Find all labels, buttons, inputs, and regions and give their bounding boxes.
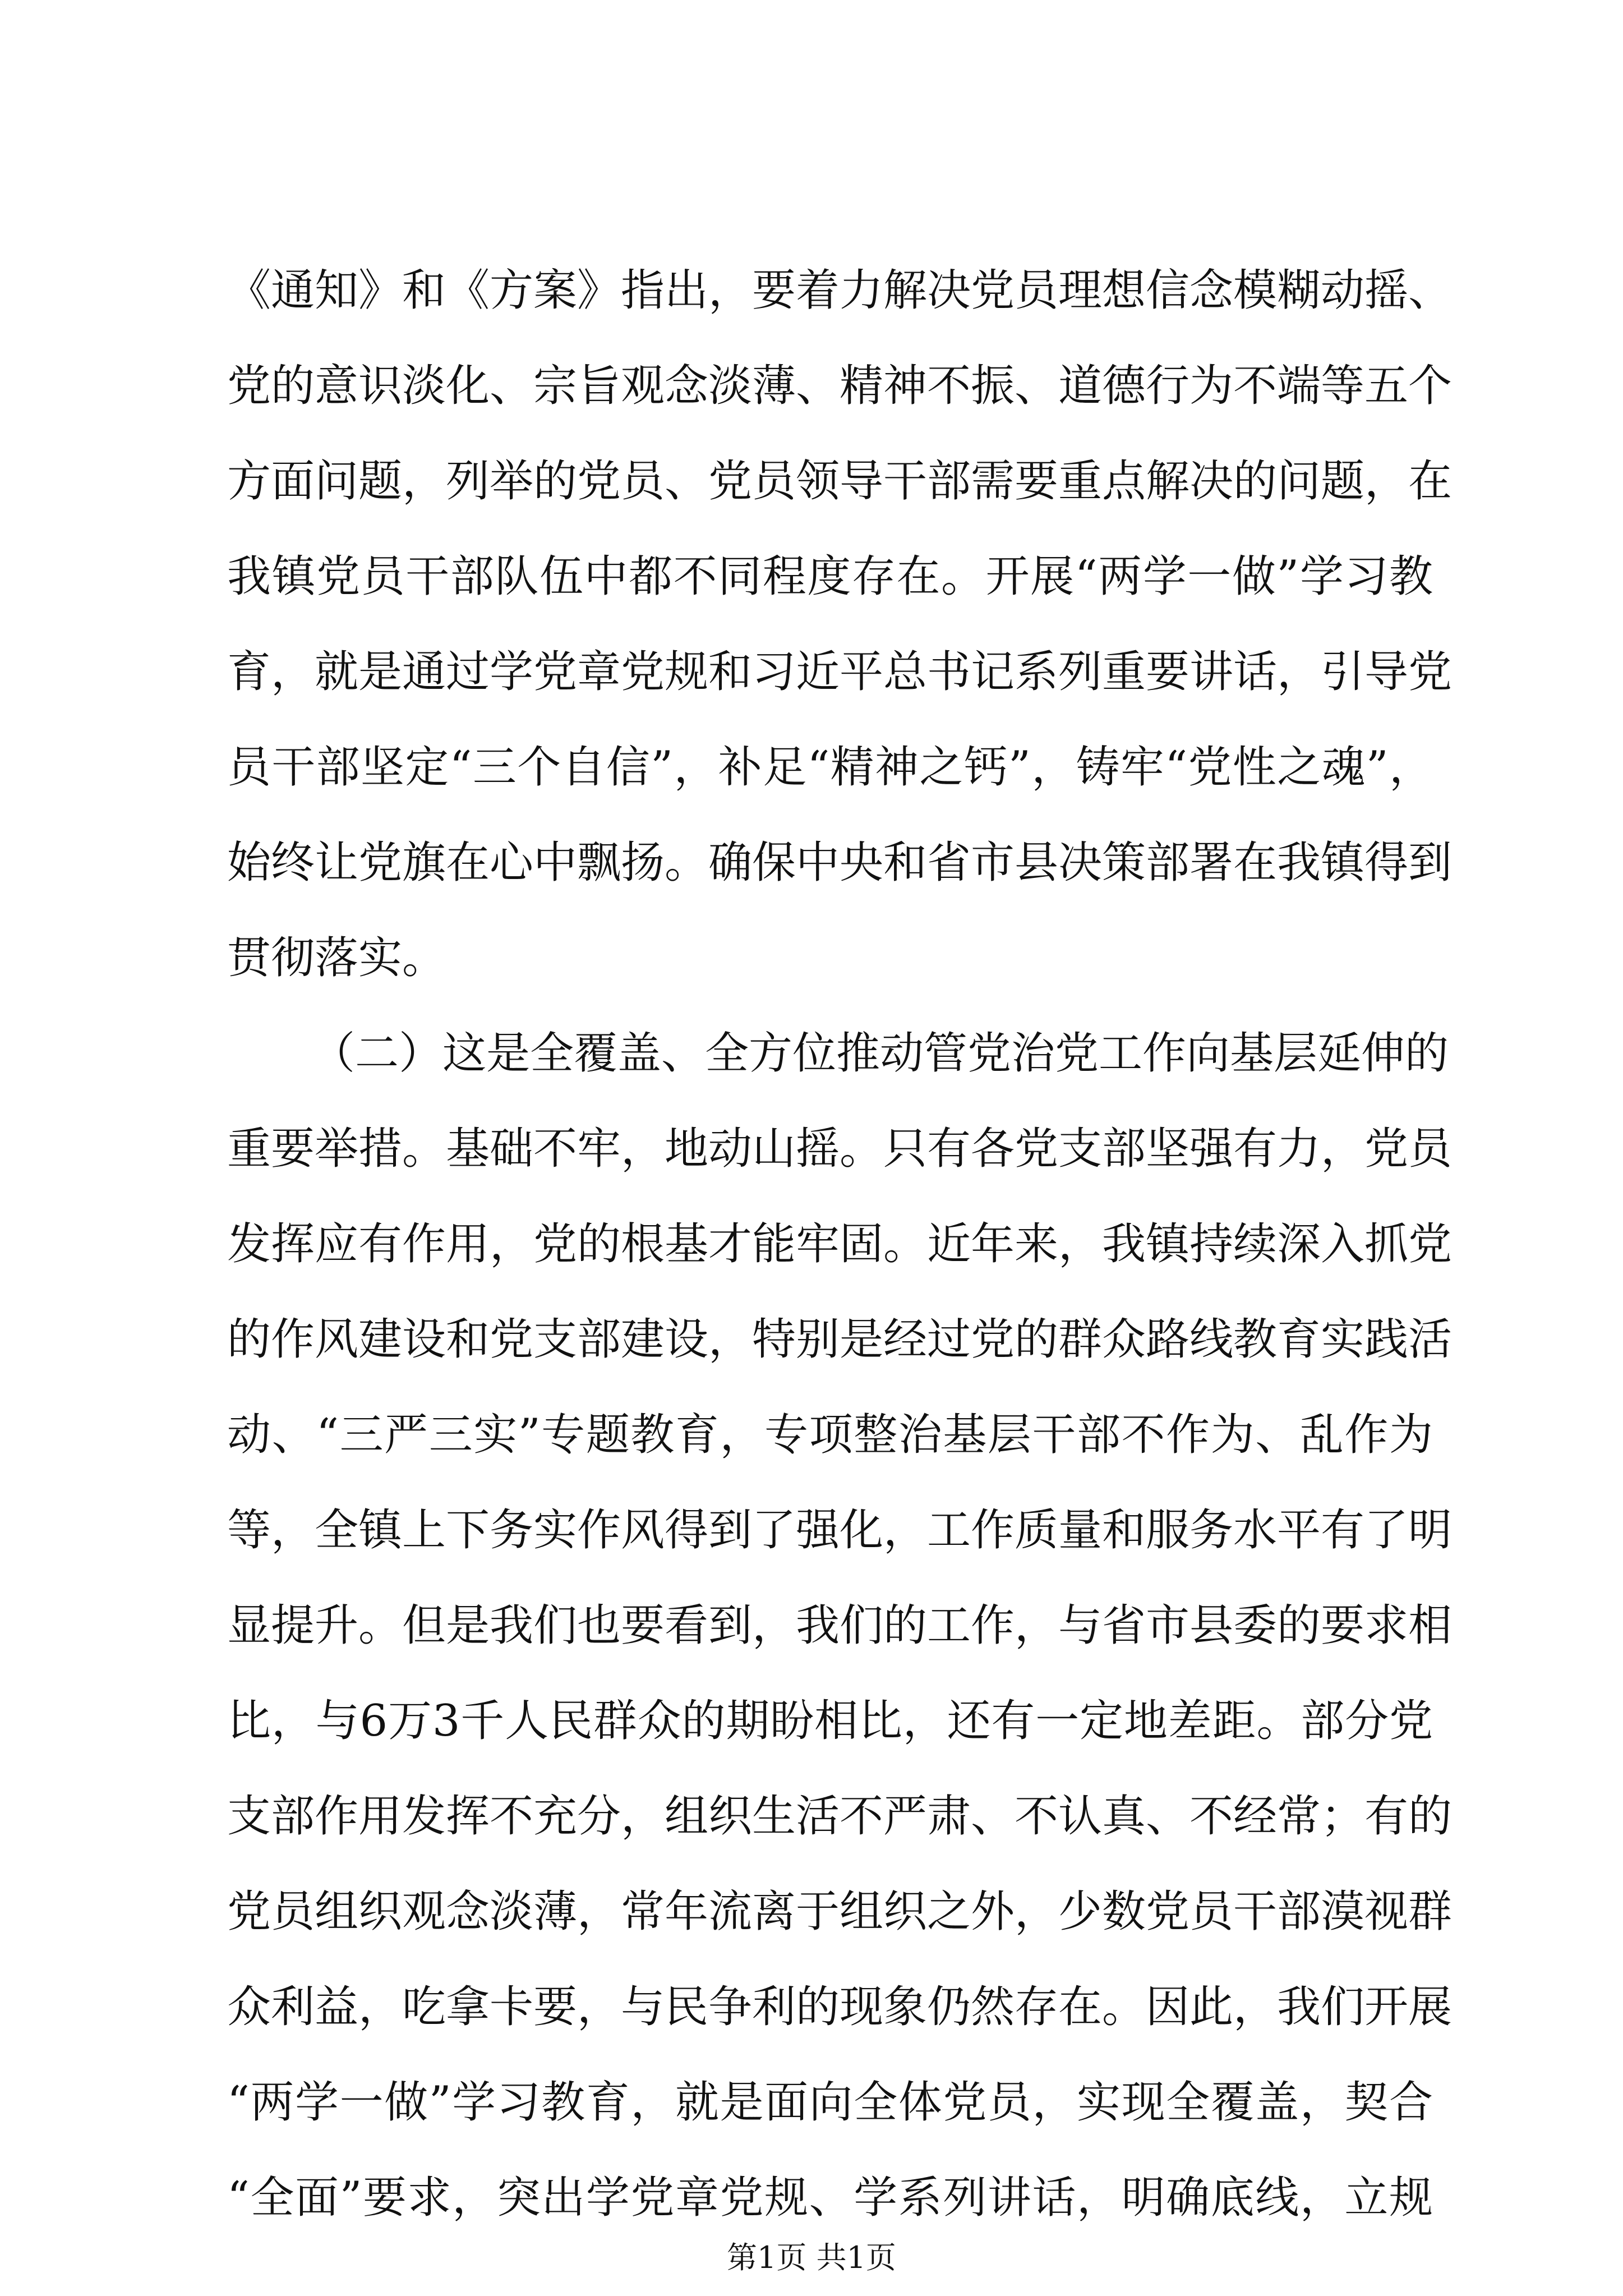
body-text-line-1: 《通知》和《方案》指出，要着力解决党员理想信念模糊动摇、 <box>227 265 1453 316</box>
body-text-line-21: “全面”要求，突出学党章党规、学系列讲话，明确底线，立规 <box>227 2173 1433 2223</box>
page-footer: 第1页 共1页 <box>727 2240 896 2275</box>
body-text-line-12: 的作风建设和党支部建设，特别是经过党的群众路线教育实践活 <box>227 1314 1453 1365</box>
body-text-line-17: 支部作用发挥不充分，组织生活不严肃、不认真、不经常；有的 <box>227 1791 1453 1842</box>
body-text-line-4: 我镇党员干部队伍中都不同程度存在。开展“两学一做”学习教 <box>227 551 1433 602</box>
body-text-line-18: 党员组织观念淡薄，常年流离于组织之外，少数党员干部漠视群 <box>227 1887 1453 1937</box>
body-text-line-14: 等，全镇上下务实作风得到了强化，工作质量和服务水平有了明 <box>227 1505 1453 1556</box>
body-text-line-13: 动、“三严三实”专题教育，专项整治基层干部不作为、乱作为 <box>227 1410 1433 1460</box>
section-heading-line: （二）这是全覆盖、全方位推动管党治党工作向基层延伸的 <box>311 1028 1449 1079</box>
body-text-line-7: 始终让党旗在心中飘扬。确保中央和省市县决策部署在我镇得到 <box>227 838 1453 888</box>
body-text-line-16: 比，与6万3千人民群众的期盼相比，还有一定地差距。部分党 <box>227 1696 1433 1746</box>
body-text-line-6: 员干部坚定“三个自信”，补足“精神之钙”，铸牢“党性之魂”， <box>227 742 1433 793</box>
body-text-line-8: 贯彻落实。 <box>227 933 446 983</box>
body-text-line-15: 显提升。但是我们也要看到，我们的工作，与省市县委的要求相 <box>227 1600 1453 1651</box>
body-text-line-2: 党的意识淡化、宗旨观念淡薄、精神不振、道德行为不端等五个 <box>227 361 1453 411</box>
body-text-line-5: 育，就是通过学党章党规和习近平总书记系列重要讲话，引导党 <box>227 647 1453 697</box>
body-text-line-11: 发挥应有作用，党的根基才能牢固。近年来，我镇持续深入抓党 <box>227 1219 1453 1269</box>
body-text-line-20: “两学一做”学习教育，就是面向全体党员，实现全覆盖，契合 <box>227 2077 1433 2128</box>
body-text-line-10: 重要举措。基础不牢，地动山摇。只有各党支部坚强有力，党员 <box>227 1124 1453 1174</box>
body-text-line-19: 众利益，吃拿卡要，与民争利的现象仍然存在。因此，我们开展 <box>227 1982 1453 2032</box>
body-text-line-3: 方面问题，列举的党员、党员领导干部需要重点解决的问题，在 <box>227 456 1453 507</box>
